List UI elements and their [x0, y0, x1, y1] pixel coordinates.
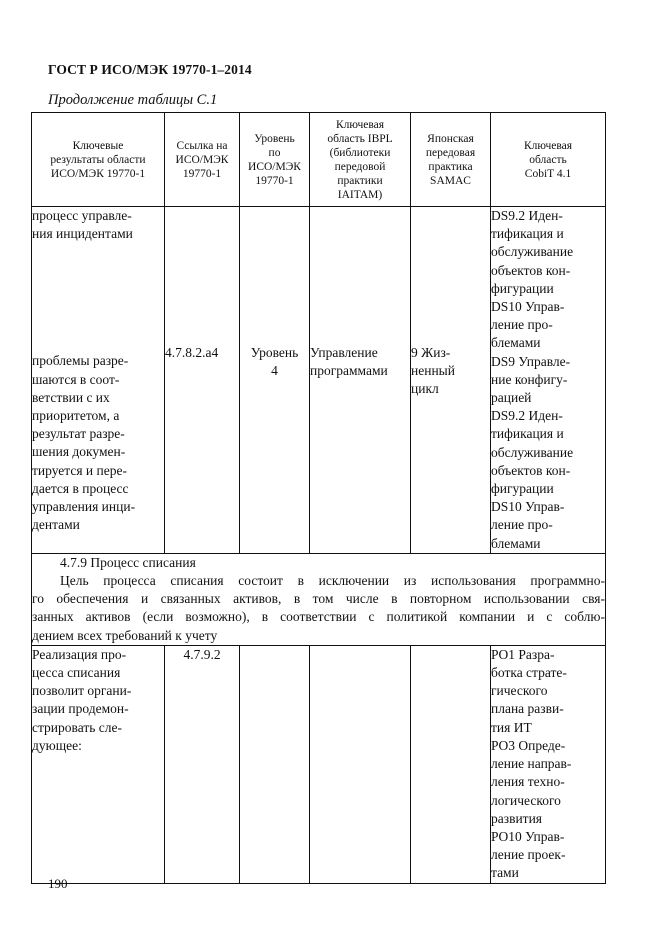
- col-header-line: SAMAC: [430, 174, 471, 187]
- cell-text-line: дается в процесс: [32, 480, 129, 496]
- col-header-line: ИСО/МЭК: [248, 160, 301, 173]
- cell-text-line: фигурации: [491, 280, 554, 296]
- section-text-line: Цель процесса списания состоит в исключении из использования программно-: [60, 573, 605, 589]
- cell-text-line: ботка страте-: [491, 665, 567, 681]
- cell-text-line: объектов кон-: [491, 262, 571, 278]
- cell-level: [240, 207, 310, 554]
- cell-text-line: Реализация про-: [32, 646, 127, 662]
- cell-text-line: обслуживание: [491, 244, 574, 260]
- col-header-line: Ключевые: [72, 139, 124, 152]
- cell-text-line: дентами: [32, 517, 80, 533]
- table-row: [32, 207, 606, 554]
- cell-text-line: DS9 Управле-: [491, 353, 571, 369]
- section-text-line: дением всех требований к учету: [32, 627, 218, 643]
- col-header-samac: [411, 113, 491, 207]
- cell-text-line: ление проек-: [491, 847, 566, 863]
- cell-text-line: результат разре-: [32, 426, 125, 442]
- cell-text-line: DS9.2 Иден-: [491, 208, 563, 223]
- col-header-line: ИСО/МЭК: [175, 153, 229, 166]
- cell-text-line: гического: [491, 683, 548, 699]
- col-header-line: Ключевая: [523, 139, 573, 152]
- cell-text-line: ление направ-: [491, 756, 572, 772]
- section-row: [32, 553, 606, 645]
- cell-cobit: [491, 645, 606, 883]
- cell-text-line: блемами: [491, 535, 541, 551]
- cell-level: [240, 645, 310, 883]
- cell-text-line: ние конфигу-: [491, 371, 568, 387]
- col-header-line: CobiT 4.1: [524, 167, 572, 180]
- cell-text-line: стрировать сле-: [32, 719, 123, 735]
- cell-text-line: DS10 Управ-: [491, 299, 565, 315]
- cell-text-line: процесс управле-: [32, 208, 132, 223]
- col-header-line: практики: [337, 174, 383, 187]
- table-caption: Продолжение таблицы С.1: [48, 92, 218, 108]
- col-header-line: результаты области: [50, 153, 146, 166]
- col-header-line: передовая: [425, 146, 476, 159]
- cell-text-line: обслуживание: [491, 444, 574, 460]
- cell-text-line: позволит органи-: [32, 683, 132, 699]
- cell-ibpl: [310, 645, 411, 883]
- cell-text-line: PO10 Управ-: [491, 828, 565, 844]
- cell-text-line: Уровень: [250, 345, 299, 360]
- col-header-line: 19770-1: [182, 167, 222, 180]
- cell-text-line: Управление: [310, 345, 378, 360]
- cell-text-line: объектов кон-: [491, 462, 571, 478]
- col-header-line: область: [529, 153, 567, 166]
- col-header-line: 19770-1: [255, 174, 294, 187]
- cell-text-line: тами: [491, 865, 519, 881]
- cell-text-line: цесса списания: [32, 665, 121, 681]
- table-header-row: [32, 113, 606, 207]
- cell-text-line: дующее:: [32, 737, 82, 753]
- cell-text-line: плана разви-: [491, 701, 564, 717]
- cell-text-line: программами: [310, 363, 388, 379]
- cell-text-line: зации продемон-: [32, 701, 129, 717]
- col-header-line: (библиотеки: [329, 146, 391, 159]
- cell-text-line: 9 Жиз-: [411, 345, 451, 360]
- section-cell: [32, 553, 606, 645]
- cell-text-line: DS10 Управ-: [491, 499, 565, 515]
- cell-text-line: PO3 Опреде-: [491, 737, 566, 753]
- cell-text-line: блемами: [491, 335, 541, 351]
- cell-text-line: рацией: [491, 390, 532, 406]
- cell-results: [32, 645, 165, 883]
- col-header-line: Ссылка на: [176, 139, 228, 152]
- cell-text-line: тификация и: [491, 226, 564, 242]
- col-header-level: [240, 113, 310, 207]
- cell-text-line: логического: [491, 792, 561, 808]
- document-header: ГОСТ Р ИСО/МЭК 19770-1–2014: [48, 62, 252, 77]
- cell-text-line: приоритетом, а: [32, 408, 120, 424]
- section-text-line: занных активов (если возможно), в соответствии с политикой компании и с соблю-: [32, 609, 605, 625]
- cell-samac: [411, 645, 491, 883]
- main-table: [31, 112, 606, 884]
- reference-value: 4.7.9.2: [183, 646, 221, 662]
- col-header-cobit: [491, 113, 606, 207]
- cell-text-line: PO1 Разра-: [491, 646, 555, 662]
- cell-text-line: шения докумен-: [32, 444, 126, 460]
- cell-text-line: ния инцидентами: [32, 226, 133, 242]
- cell-text-line: 4: [271, 363, 278, 379]
- reference-value: 4.7.8.2.a4: [165, 345, 219, 360]
- section-text-line: го обеспечения и связанных активов, в том числе в повторном использовании свя-: [32, 591, 605, 607]
- col-header-ibpl: [310, 113, 411, 207]
- col-header-line: область IBPL: [327, 132, 393, 145]
- cell-text-line: шаются в соот-: [32, 371, 120, 387]
- col-header-results: [32, 113, 165, 207]
- cell-cobit: [491, 207, 606, 554]
- cell-results: [32, 207, 165, 554]
- cell-samac: [411, 207, 491, 554]
- col-header-line: практика: [428, 160, 473, 173]
- cell-text-line: ветствии с их: [32, 389, 110, 405]
- cell-text-line: ление про-: [491, 317, 553, 333]
- col-header-line: IAITAM): [337, 188, 383, 201]
- col-header-line: ИСО/МЭК 19770-1: [50, 167, 146, 180]
- col-header-line: передовой: [334, 160, 386, 173]
- col-header-line: Японская: [427, 132, 474, 145]
- cell-text-line: ление про-: [491, 517, 553, 533]
- cell-text-line: развития: [491, 810, 543, 826]
- cell-text-line: проблемы разре-: [32, 353, 129, 369]
- page-number: 190: [48, 876, 68, 891]
- cell-text-line: управления инци-: [32, 499, 136, 515]
- table-row: [32, 645, 606, 883]
- cell-text-line: цикл: [411, 381, 439, 397]
- cell-text-line: тификация и: [491, 426, 564, 442]
- cell-text-line: тируется и пере-: [32, 462, 127, 478]
- cell-reference: [165, 645, 240, 883]
- cell-text-line: ненный: [411, 363, 455, 379]
- col-header-reference: [165, 113, 240, 207]
- cell-text-line: фигурации: [491, 481, 554, 497]
- col-header-line: Ключевая: [335, 118, 385, 131]
- cell-text-line: ления техно-: [491, 774, 565, 790]
- cell-ibpl: [310, 207, 411, 554]
- cell-reference: [165, 207, 240, 554]
- cell-text-line: DS9.2 Иден-: [491, 408, 563, 424]
- section-title: 4.7.9 Процесс списания: [60, 554, 196, 570]
- col-header-line: Уровень: [254, 132, 295, 145]
- cell-text-line: тия ИТ: [491, 719, 532, 735]
- col-header-line: по: [268, 146, 281, 159]
